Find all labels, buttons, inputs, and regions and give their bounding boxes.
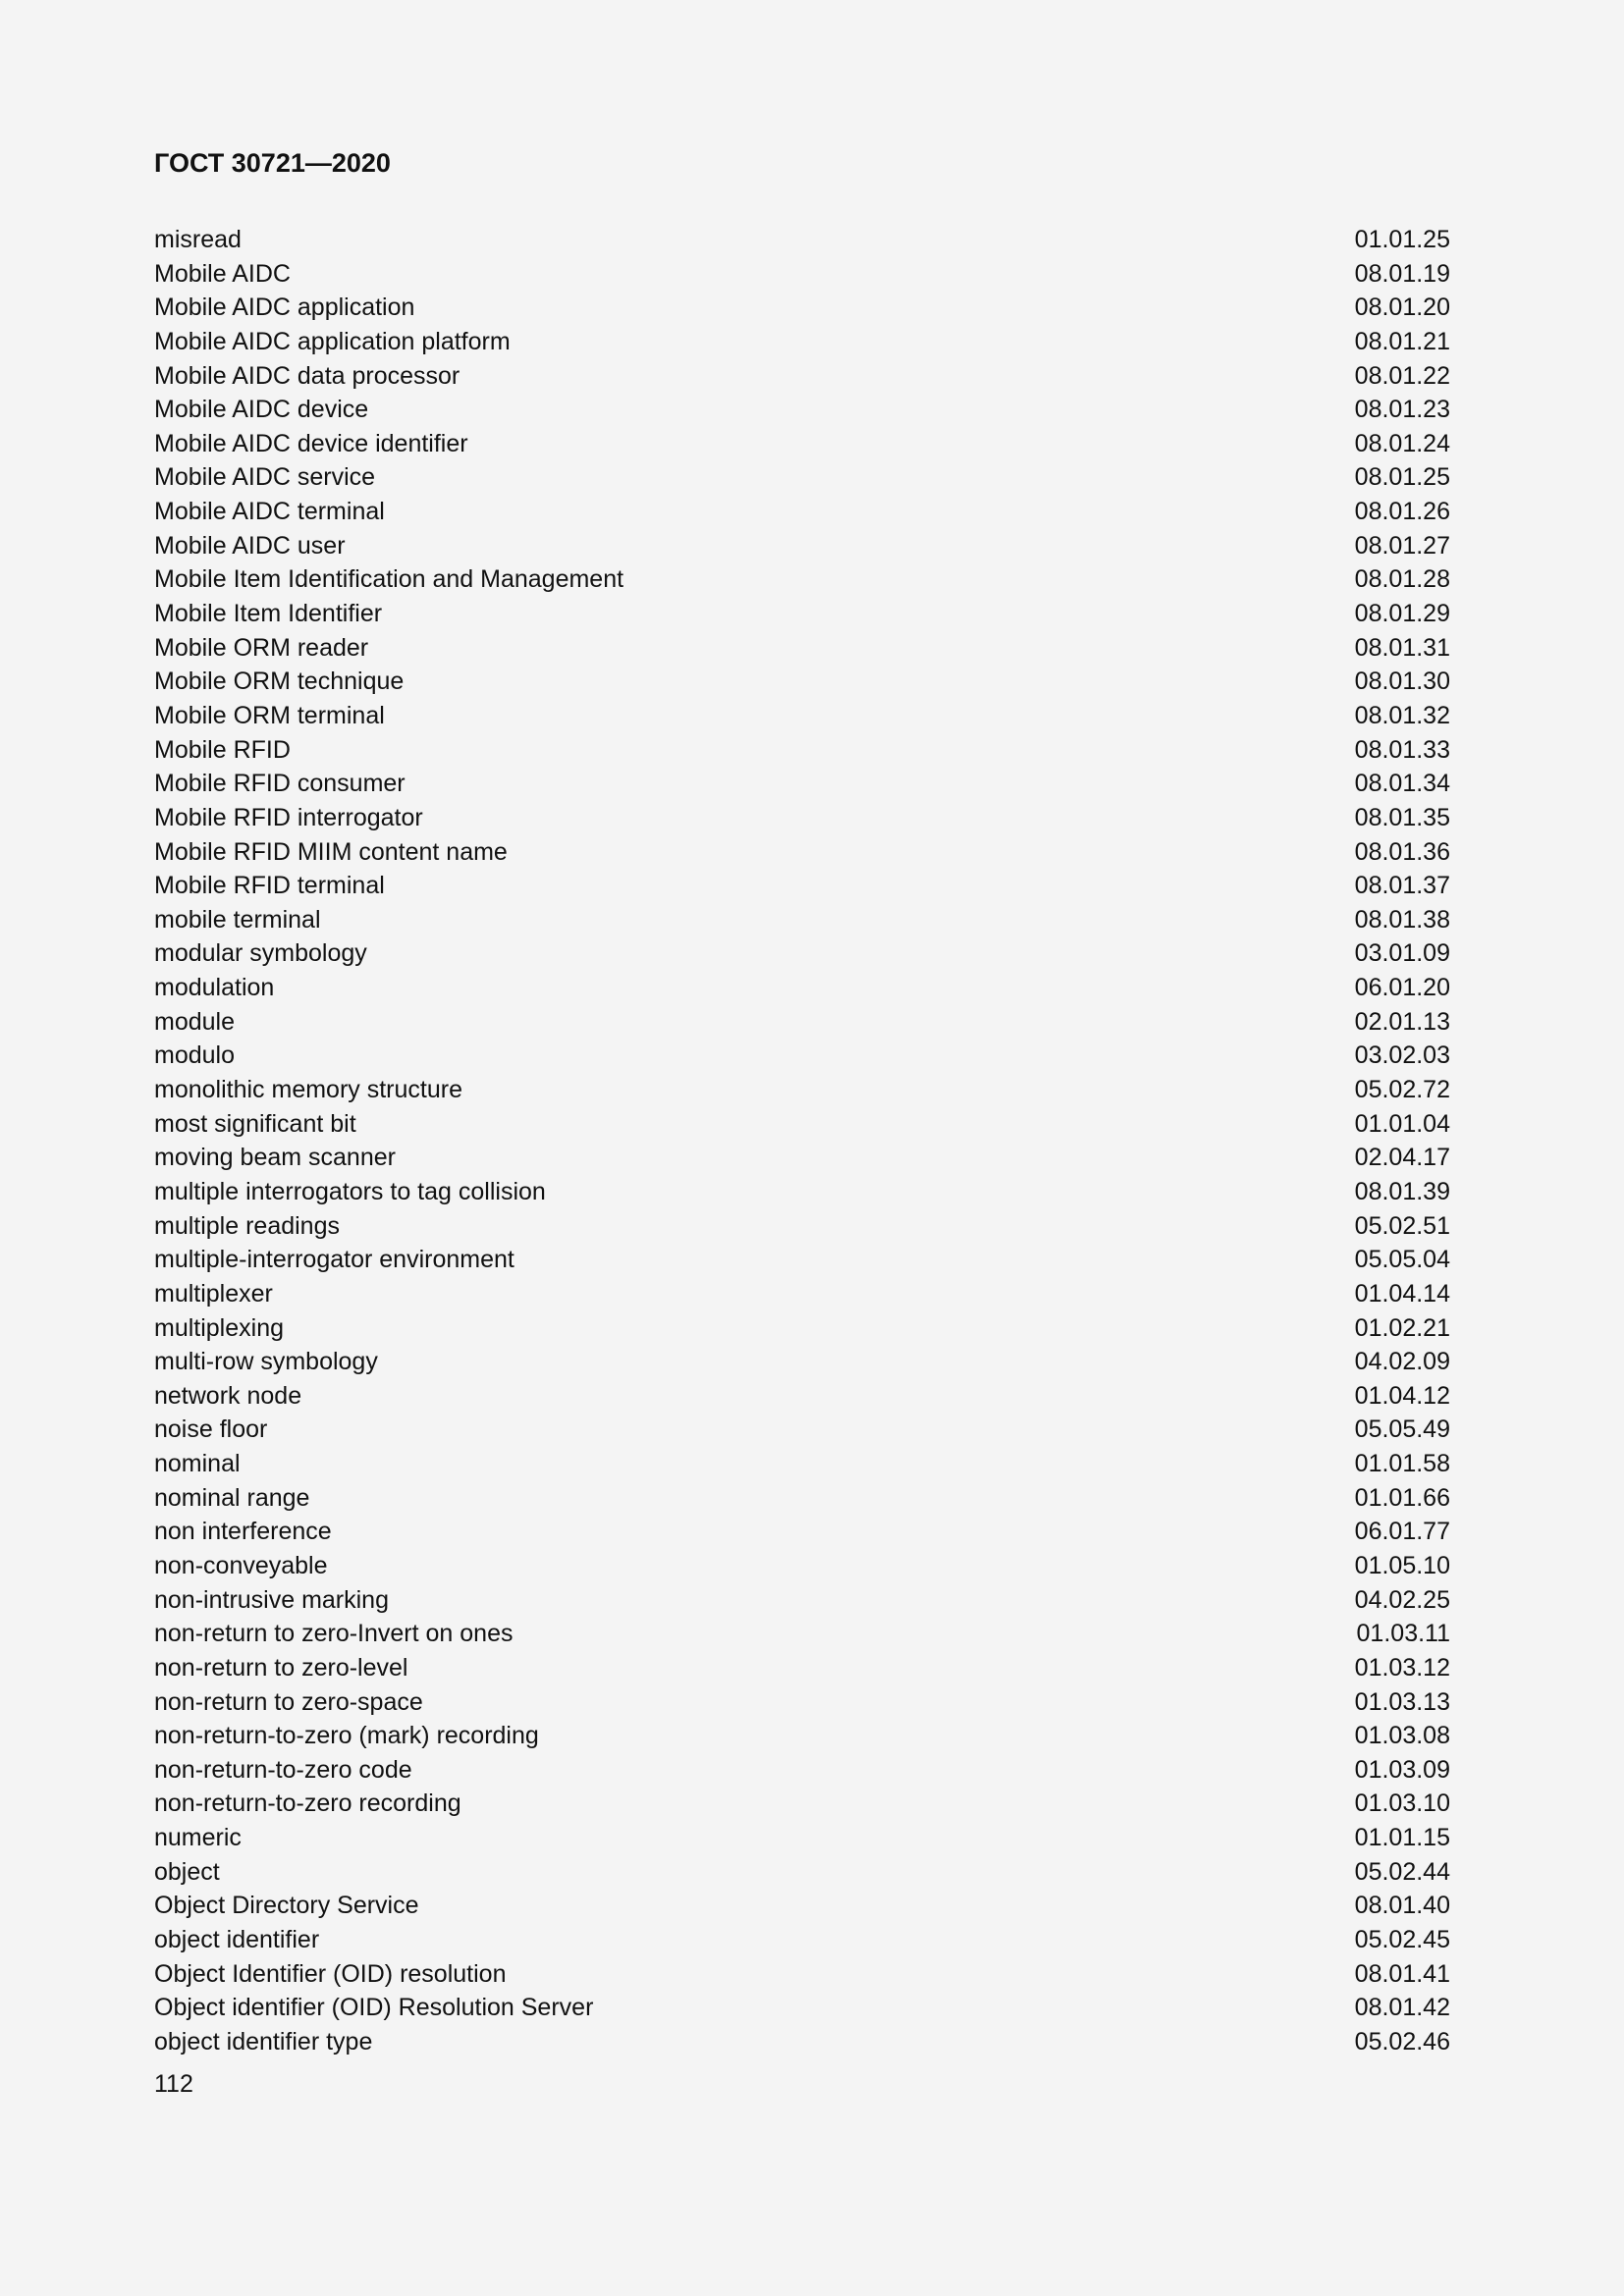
index-term: non-return-to-zero (mark) recording bbox=[154, 1722, 539, 1750]
index-term: Object Directory Service bbox=[154, 1892, 419, 1920]
index-entry bbox=[154, 1277, 1450, 1311]
index-term: non-conveyable bbox=[154, 1551, 328, 1579]
index-term: Mobile Item Identification and Management bbox=[154, 565, 624, 594]
index-code: 01.03.09 bbox=[1354, 1755, 1450, 1784]
index-code: 08.01.27 bbox=[1354, 531, 1450, 560]
index-entry bbox=[154, 1345, 1450, 1379]
index-code: 08.01.30 bbox=[1354, 667, 1450, 696]
index-term: object bbox=[154, 1857, 220, 1886]
index-term: Mobile Item Identifier bbox=[154, 600, 383, 628]
index-code: 08.01.29 bbox=[1354, 600, 1450, 628]
index-term: non-return to zero-Invert on ones bbox=[154, 1620, 514, 1648]
index-entry bbox=[154, 1889, 1450, 1923]
index-code: 08.01.37 bbox=[1354, 872, 1450, 900]
index-code: 08.01.36 bbox=[1354, 837, 1450, 866]
index-code: 08.01.22 bbox=[1354, 361, 1450, 390]
index-entry bbox=[154, 2025, 1450, 2059]
index-entry bbox=[154, 869, 1450, 903]
index-code: 01.03.10 bbox=[1354, 1789, 1450, 1818]
index-term: Mobile RFID terminal bbox=[154, 872, 385, 900]
index-term: Mobile RFID MIIM content name bbox=[154, 837, 508, 866]
index-entry bbox=[154, 1583, 1450, 1618]
index-code: 01.03.12 bbox=[1354, 1653, 1450, 1682]
index-code: 08.01.25 bbox=[1354, 463, 1450, 492]
index-entry bbox=[154, 291, 1450, 325]
index-code: 01.03.08 bbox=[1354, 1722, 1450, 1750]
index-entry bbox=[154, 1991, 1450, 2025]
index-code: 08.01.26 bbox=[1354, 498, 1450, 526]
index-term: object identifier bbox=[154, 1926, 320, 1954]
index-term: Mobile RFID consumer bbox=[154, 770, 406, 798]
index-term: Mobile AIDC terminal bbox=[154, 498, 385, 526]
index-entry bbox=[154, 495, 1450, 529]
index-term: misread bbox=[154, 226, 242, 253]
index-code: 05.02.51 bbox=[1354, 1211, 1450, 1240]
index-term: Mobile AIDC data processor bbox=[154, 361, 460, 390]
index-term: multi-row symbology bbox=[154, 1348, 378, 1376]
index-code: 05.05.04 bbox=[1354, 1246, 1450, 1274]
index-code: 08.01.23 bbox=[1354, 396, 1450, 424]
index-term: multiple-interrogator environment bbox=[154, 1246, 514, 1274]
index-term: Mobile AIDC application bbox=[154, 294, 415, 322]
index-entry bbox=[154, 801, 1450, 835]
index-entry bbox=[154, 1073, 1450, 1107]
index-code: 01.03.13 bbox=[1354, 1687, 1450, 1716]
index-term: non-return-to-zero code bbox=[154, 1755, 412, 1784]
index-code: 01.05.10 bbox=[1354, 1551, 1450, 1579]
index-entry bbox=[154, 223, 1450, 257]
index-entry bbox=[154, 1447, 1450, 1481]
index-term: multiple interrogators to tag collision bbox=[154, 1177, 546, 1205]
index-code: 08.01.31 bbox=[1354, 633, 1450, 662]
index-entry bbox=[154, 767, 1450, 801]
index-term: Object identifier (OID) Resolution Server bbox=[154, 1994, 594, 2022]
index-entry bbox=[154, 1141, 1450, 1175]
index-term: network node bbox=[154, 1381, 302, 1410]
index-entry bbox=[154, 460, 1450, 495]
index-term: Mobile AIDC user bbox=[154, 531, 346, 560]
index-term: multiplexing bbox=[154, 1313, 285, 1342]
index-term: Mobile RFID interrogator bbox=[154, 803, 423, 831]
index-entry bbox=[154, 562, 1450, 597]
index-term: module bbox=[154, 1007, 235, 1036]
index-entry bbox=[154, 257, 1450, 292]
index-entry bbox=[154, 1651, 1450, 1685]
index-entry bbox=[154, 393, 1450, 427]
index-code: 08.01.41 bbox=[1354, 1959, 1450, 1988]
index-term: numeric bbox=[154, 1824, 242, 1852]
index-term: Mobile AIDC bbox=[154, 259, 291, 288]
index-entry bbox=[154, 1855, 1450, 1890]
index-code: 04.02.25 bbox=[1354, 1585, 1450, 1614]
index-entry bbox=[154, 1107, 1450, 1142]
index-entry bbox=[154, 359, 1450, 394]
index-code: 08.01.38 bbox=[1354, 905, 1450, 934]
index-term: Mobile ORM technique bbox=[154, 667, 405, 696]
index-entry bbox=[154, 1209, 1450, 1244]
index-term: monolithic memory structure bbox=[154, 1076, 462, 1104]
index-term: Mobile ORM reader bbox=[154, 633, 369, 662]
index-entry bbox=[154, 1753, 1450, 1788]
index-term: modulation bbox=[154, 974, 275, 1002]
index-entry bbox=[154, 1787, 1450, 1821]
index-term: multiplexer bbox=[154, 1279, 273, 1308]
index-entry bbox=[154, 529, 1450, 563]
index-term: non-return to zero-space bbox=[154, 1687, 423, 1716]
index-term: Mobile AIDC device bbox=[154, 396, 369, 424]
index-code: 08.01.42 bbox=[1354, 1994, 1450, 2022]
index-entry bbox=[154, 427, 1450, 461]
index-code: 08.01.32 bbox=[1354, 701, 1450, 729]
index-code: 02.01.13 bbox=[1354, 1007, 1450, 1036]
index-entry bbox=[154, 1413, 1450, 1447]
index-entry bbox=[154, 1719, 1450, 1753]
index-term: Mobile RFID bbox=[154, 735, 291, 764]
index-entry bbox=[154, 835, 1450, 870]
index-term: nominal bbox=[154, 1450, 241, 1478]
index-entry bbox=[154, 1515, 1450, 1549]
index-code: 08.01.20 bbox=[1354, 294, 1450, 322]
index-code: 05.02.44 bbox=[1354, 1857, 1450, 1886]
index-term: multiple readings bbox=[154, 1211, 340, 1240]
index-entry bbox=[154, 597, 1450, 631]
index-code: 03.01.09 bbox=[1354, 939, 1450, 968]
index-term: Object Identifier (OID) resolution bbox=[154, 1959, 507, 1988]
index-entry bbox=[154, 631, 1450, 666]
index-entry bbox=[154, 1923, 1450, 1957]
index-term: object identifier type bbox=[154, 2027, 373, 2056]
index-code: 05.02.46 bbox=[1354, 2027, 1450, 2056]
index-code: 08.01.34 bbox=[1354, 770, 1450, 798]
index-entry bbox=[154, 699, 1450, 733]
index-entry bbox=[154, 971, 1450, 1005]
index-entry bbox=[154, 1617, 1450, 1651]
index-entry bbox=[154, 1243, 1450, 1277]
index-entry bbox=[154, 1379, 1450, 1414]
index-code: 01.01.66 bbox=[1354, 1483, 1450, 1512]
index-entry bbox=[154, 1311, 1450, 1346]
page-number: 112 bbox=[154, 2070, 193, 2098]
index-term: Mobile AIDC device identifier bbox=[154, 429, 468, 457]
index-term: Mobile AIDC service bbox=[154, 463, 376, 492]
index-entry bbox=[154, 1005, 1450, 1040]
index-term: modular symbology bbox=[154, 939, 367, 968]
index-code: 01.02.21 bbox=[1354, 1313, 1450, 1342]
index-entry bbox=[154, 1481, 1450, 1516]
index-code: 08.01.21 bbox=[1354, 327, 1450, 355]
index-term: most significant bit bbox=[154, 1109, 356, 1138]
index-entry bbox=[154, 1549, 1450, 1583]
index-term: Mobile AIDC application platform bbox=[154, 327, 511, 355]
index-code: 01.01.58 bbox=[1354, 1450, 1450, 1478]
index-code: 06.01.20 bbox=[1354, 974, 1450, 1002]
index-code: 08.01.39 bbox=[1354, 1177, 1450, 1205]
index-code: 08.01.35 bbox=[1354, 803, 1450, 831]
index-code: 01.04.12 bbox=[1354, 1381, 1450, 1410]
index-code: 01.03.11 bbox=[1356, 1620, 1450, 1648]
index-term: Mobile ORM terminal bbox=[154, 701, 385, 729]
index-term: nominal range bbox=[154, 1483, 310, 1512]
index-code: 01.01.15 bbox=[1354, 1824, 1450, 1852]
index-term: non-return to zero-level bbox=[154, 1653, 408, 1682]
index-entry bbox=[154, 1039, 1450, 1073]
index-entry bbox=[154, 665, 1450, 699]
index-term: non-intrusive marking bbox=[154, 1585, 389, 1614]
index-entry bbox=[154, 1175, 1450, 1209]
index-code: 08.01.19 bbox=[1354, 259, 1450, 288]
index-code: 03.02.03 bbox=[1354, 1041, 1450, 1070]
document-header: ГОСТ 30721—2020 bbox=[154, 148, 391, 178]
index-entry bbox=[154, 1821, 1450, 1855]
index-term: mobile terminal bbox=[154, 905, 321, 934]
index-entry bbox=[154, 325, 1450, 359]
index-code: 08.01.33 bbox=[1354, 735, 1450, 764]
index-entry bbox=[154, 733, 1450, 768]
index-term: non-return-to-zero recording bbox=[154, 1789, 461, 1818]
index-code: 05.05.49 bbox=[1354, 1415, 1450, 1444]
index-code: 04.02.09 bbox=[1354, 1348, 1450, 1376]
index-term: noise floor bbox=[154, 1415, 268, 1444]
index-term: modulo bbox=[154, 1041, 235, 1070]
index-term: non interference bbox=[154, 1518, 332, 1546]
index-code: 01.01.25 bbox=[1354, 226, 1450, 253]
index-term: moving beam scanner bbox=[154, 1144, 396, 1172]
index-code: 01.04.14 bbox=[1354, 1279, 1450, 1308]
index-code: 08.01.40 bbox=[1354, 1892, 1450, 1920]
index-code: 08.01.24 bbox=[1354, 429, 1450, 457]
index-entry bbox=[154, 1685, 1450, 1720]
index-code: 08.01.28 bbox=[1354, 565, 1450, 594]
index-code: 05.02.72 bbox=[1354, 1076, 1450, 1104]
index-entry bbox=[154, 903, 1450, 937]
term-index-list bbox=[154, 223, 1450, 2059]
index-code: 02.04.17 bbox=[1354, 1144, 1450, 1172]
index-code: 01.01.04 bbox=[1354, 1109, 1450, 1138]
index-entry bbox=[154, 1957, 1450, 1992]
index-code: 06.01.77 bbox=[1354, 1518, 1450, 1546]
index-code: 05.02.45 bbox=[1354, 1926, 1450, 1954]
index-entry bbox=[154, 936, 1450, 971]
